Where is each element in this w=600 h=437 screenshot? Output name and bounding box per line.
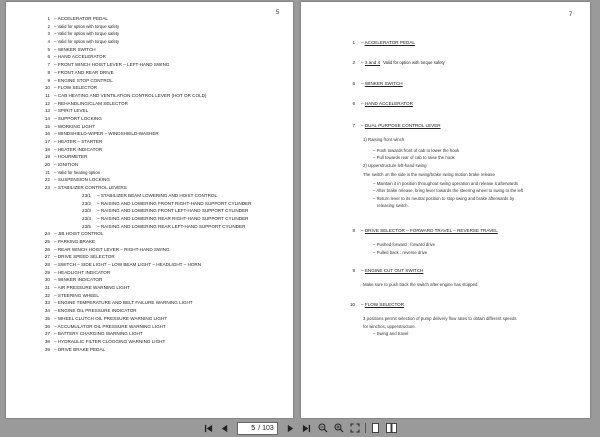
section-text-line: releasing switch. [377,203,409,208]
legend-item-number: 39 [44,346,50,352]
legend-item [36,346,251,354]
legend-item-number: 30 [44,277,50,283]
section-text-line: 3 positions permit selection of pump delivery flow rates to obtain different speeds [363,316,517,321]
legend-item-text: – WHEEL CLUTCH OIL PRESSURE WARNING LIGHT [54,315,168,321]
section-dash: – [361,101,365,106]
legend-item [36,84,251,92]
section-text-line: The switch on the side is the swing/brake swing motion brake release [363,171,495,177]
legend-item-number: 13 [44,108,50,114]
legend-item-number: 23/2 [82,200,91,206]
legend-item-number: 6 [47,54,50,60]
legend-item-number: 20 [44,162,50,168]
viewer-toolbar [0,419,600,437]
legend-item [36,238,251,246]
legend-item [36,77,251,85]
legend-item [36,146,251,154]
legend-item-text: – JIB HOIST CONTROL [54,231,104,237]
legend-item [36,169,251,177]
legend-item [36,299,251,307]
legend-item-text: – ACCELERATOR PEDAL [54,16,108,21]
section-text-line: – Push towards front of cab to lower the hook [373,147,460,153]
legend-item [36,261,251,269]
section-heading [352,268,424,273]
legend-item-number: 23/4 [82,215,91,221]
legend-item-number: 32 [44,292,50,298]
legend-item [36,215,251,223]
section-heading [352,101,413,106]
legend-item [36,246,251,254]
legend-item-text: – DRIVE SPEED SELECTOR [54,254,115,260]
next-page-icon[interactable] [285,422,297,434]
legend-item-text: – HAND ACCELERATOR [54,54,106,60]
section-title: WINKER SWITCH [364,81,403,86]
legend-item-number: 37 [44,331,50,337]
document-page-left [6,2,293,418]
legend-item [36,176,251,184]
page-indicator [237,422,278,435]
page-number-input[interactable] [241,425,255,432]
section-title: DUAL PURPOSE CONTROL LEVER [364,123,441,128]
legend-item [36,292,251,300]
legend-item [36,53,251,61]
legend-item-text: – HEADLIGHT INDICATOR [54,269,111,275]
legend-item-text: – Valid for heating option [54,169,101,175]
section-heading [352,123,441,128]
legend-item [36,107,251,115]
legend-item [36,92,251,100]
legend-item-text: – HYDRAULIC FILTER CLOGGING WARNING LIGHT [54,338,166,344]
legend-item-text: – ENGINE OIL PRESSURE INDICATOR [54,308,137,314]
zoom-in-icon[interactable] [333,422,345,434]
legend-item-number: 25 [44,238,50,244]
section-heading [352,60,445,65]
legend-item-number: 7 [47,62,50,68]
last-page-icon[interactable] [301,422,313,434]
legend-item-text: – BATTERY CHARGING WARNING LIGHT [54,331,143,337]
legend-item-text: – FRONT WINCH HOIST LEVER – LEFT-HAND SWING [54,62,170,68]
legend-item-number: 19 [44,154,50,160]
section-title: ACCELERATOR PEDAL [364,40,415,45]
legend-item-number: 17 [44,139,50,144]
legend-item [36,61,251,69]
legend-item [36,315,251,323]
page-total: / 103 [258,424,274,432]
section-number: 2 [352,60,355,65]
section-heading [349,302,405,307]
section-text-line: – Swing and travel [373,331,409,336]
previous-page-icon[interactable] [218,422,230,434]
section-title: ENGINE CUT OUT SWITCH [364,268,424,273]
legend-item [36,15,251,23]
controls-legend-list [36,15,251,353]
legend-item [36,23,251,31]
section-number: 10 [349,302,355,307]
legend-item [36,161,251,169]
legend-item-number: 23/3 [82,208,91,214]
legend-item-text: – FRONT AND REAR DRIVE [54,69,114,75]
section-title: FLOW SELECTOR [364,302,405,307]
legend-item-text: – REHANDLING/CLAM SELECTOR [54,100,128,106]
legend-item-text: – RAISING AND LOWERING REAR LEFT-HAND SUPPORT CYLINDER [97,223,246,229]
legend-item [36,100,251,108]
legend-item-text: – DRIVE BRAKE PEDAL [54,346,106,352]
legend-item-text: – STEERING WHEEL [54,292,99,298]
fullscreen-icon[interactable] [349,422,361,434]
legend-item [36,330,251,338]
legend-item [36,115,251,123]
legend-item-number: 35 [44,315,50,321]
legend-item-text: – RAISING AND LOWERING REAR RIGHT-HAND SUPPORT CYLINDER [97,215,249,221]
section-title: DRIVE SELECTOR – FORWARD TRAVEL – REVERSE TRAVEL [364,228,498,233]
legend-item-text: – IGNITION [54,162,79,168]
legend-item [36,138,251,146]
section-dash: – [361,40,365,45]
legend-item-text: – STABILIZER BEAM LOWERING AND HOIST CONTROL [97,192,218,198]
legend-item-text: – SWITCH – SIDE LIGHT – LOW BEAM LIGHT – HEADLIGHT – HORN [54,262,202,267]
legend-item [36,323,251,331]
legend-item-text: – AIR PRESSURE WARNING LIGHT [54,285,130,291]
legend-item [36,192,251,200]
document-page-right [301,2,590,418]
legend-item-text: – ENGINE STOP CONTROL [54,77,113,83]
legend-item [36,130,251,138]
section-text-line: 1) Raising front winch [363,137,405,142]
legend-item-text: – Valid for option with torque safety [54,31,120,37]
legend-item-text: – REAR WINCH HOIST LEVER – RIGHT-HAND SWING [54,246,170,252]
section-title-suffix: Valid for option with torque safety [383,60,445,65]
legend-item [36,276,251,284]
legend-item-text: – RAISING AND LOWERING FRONT RIGHT-HAND SUPPORT CYLINDER [97,200,252,206]
legend-item [36,307,251,315]
legend-item-number: 15 [44,123,50,129]
first-page-icon[interactable] [202,422,214,434]
section-text-line: – Pull towards rear of cab to raise the hook [373,155,455,160]
section-text-line: – Pushed forward : forward drive [373,242,436,247]
section-heading [352,228,498,233]
legend-item-text: – STABILIZER CONTROL LEVERS [54,185,127,191]
legend-item-number: 4 [47,39,50,45]
legend-item-text: – SPIRIT LEVEL [54,108,89,114]
section-text-line: for winches, upperstructure. [363,323,417,329]
section-dash: – [361,60,365,65]
section-text-line: Make sure to push back the switch after engine has stopped. [363,282,479,287]
legend-item-number: 12 [44,100,50,106]
legend-item-number: 31 [44,285,50,291]
legend-item-number: 23 [44,185,50,191]
section-title: HAND ACCELERATOR [364,101,413,106]
legend-item-number: 33 [44,300,50,306]
page-number: 5 [276,10,280,16]
legend-item [36,69,251,77]
legend-item-text: – RAISING AND LOWERING FRONT LEFT-HAND SUPPORT CYLINDER [97,208,249,214]
legend-item [36,153,251,161]
legend-item-text: – WINDSHIELD-WIPER – WINDSHIELD-WASHER [54,131,159,137]
legend-item-text: – ACCUMULATOR OIL PRESSURE WARNING LIGHT [54,323,166,329]
legend-item-number: 26 [44,246,50,252]
section-heading [352,40,415,45]
legend-item-text: – Valid for option with torque safety [54,23,120,29]
section-number: 9 [352,268,355,273]
legend-item-text: – Valid for option with torque safety [54,39,120,45]
legend-item-text: – HOURMETER [54,154,88,160]
legend-item [36,123,251,131]
section-title: 3 and 4 [364,60,381,65]
legend-item-number: 34 [44,308,50,314]
section-number: 7 [352,123,355,128]
legend-item-text: – HEATER – STARTER [54,139,103,144]
legend-item-number: 14 [44,115,50,121]
legend-item [36,223,251,231]
legend-item-number: 36 [44,323,50,329]
legend-item-number: 16 [44,131,50,137]
zoom-out-icon[interactable] [317,422,329,434]
legend-item [36,230,251,238]
legend-item-text: – FLOW SELECTOR [54,85,98,91]
legend-item-number: 9 [47,77,50,83]
legend-item-number: 27 [44,254,50,260]
legend-item-number: 1 [47,16,50,21]
legend-item-number: 11 [45,92,50,98]
legend-item-number: 18 [44,146,50,152]
section-number: 5 [352,81,355,86]
legend-item [36,184,251,192]
legend-item-text: – WINKER SWITCH [54,46,96,52]
section-text-line: – Pulled back : reverse drive [373,249,428,255]
legend-item [36,284,251,292]
section-text-line: – Return lever to its neutral position to stop swing and brake afterwards by [373,195,515,201]
section-heading [352,81,403,86]
legend-item-number: 5 [47,46,50,52]
legend-item-number: 21 [45,169,50,175]
legend-item [36,269,251,277]
legend-item [36,200,251,208]
legend-item-text: – SUSPENSION LOCKING [54,177,110,183]
legend-item-text: – HEATER INDICATOR [54,146,103,152]
section-text-line: 2) Upperstructure left-hand swing [363,162,427,168]
section-number: 6 [352,101,355,106]
legend-item-number: 3 [47,31,50,37]
legend-item-text: – PARKING BRAKE [54,238,96,244]
legend-item-number: 24 [44,231,50,237]
legend-item-number: 28 [44,262,50,267]
section-dash: – [361,302,365,307]
legend-item-number: 8 [47,69,50,75]
legend-item [36,207,251,215]
legend-item-text: – CAB HEATING AND VENTILATION CONTROL LEVER (HOT OR COLD) [54,92,207,98]
section-number: 1 [352,40,355,45]
section-text-line: – Maintain it in position throughout swing operation and release it afterwards [373,180,518,186]
legend-item-number: 10 [44,85,50,91]
legend-item [36,30,251,38]
legend-item-number: 23/5 [82,223,91,229]
legend-item-text: – ENGINE TEMPERATURE AND BELT FAILURE WARNING LIGHT [54,300,193,306]
section-number: 8 [352,228,355,233]
legend-item [36,253,251,261]
legend-item-number: 22 [44,177,50,183]
single-page-view-icon[interactable] [370,422,382,434]
legend-item-number: 23/1 [82,192,91,198]
legend-item-number: 2 [47,23,50,29]
section-text-line: – After brake release, bring lever towards the steering wheel to swing to the left [373,188,524,193]
legend-item-number: 38 [44,338,50,344]
page-number: 7 [569,12,573,18]
section-dash: – [361,228,365,233]
two-page-view-icon[interactable] [386,422,398,434]
legend-item [36,46,251,54]
section-dash: – [361,123,365,128]
legend-item-text: – WINKER INDICATOR [54,277,103,283]
legend-item [36,38,251,46]
legend-item [36,338,251,346]
section-dash: – [361,81,365,86]
toolbar-divider [365,423,366,433]
legend-item-number: 29 [44,269,50,275]
legend-item-text: – SUPPORT LOCKING [54,115,102,121]
section-dash: – [361,268,365,273]
legend-item-text: – WORKING LIGHT [54,123,96,129]
